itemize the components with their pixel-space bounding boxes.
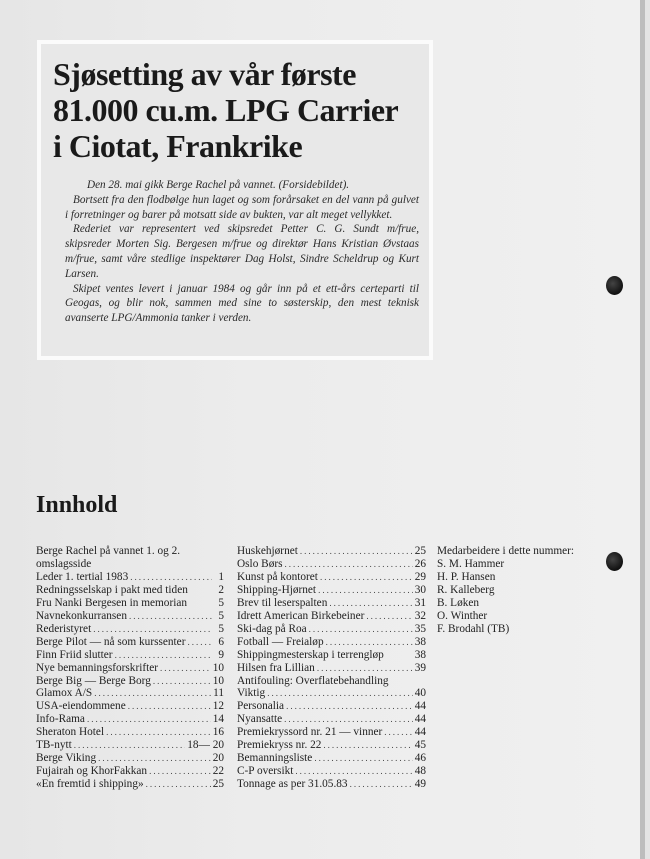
contents-entry bbox=[237, 726, 426, 739]
entry-page: 32 bbox=[414, 609, 426, 622]
contributors-column bbox=[437, 545, 597, 636]
contents-entry bbox=[237, 778, 426, 791]
entry-page: 46 bbox=[414, 752, 426, 765]
entry-page: 26 bbox=[414, 557, 426, 570]
contents-entry bbox=[237, 558, 426, 571]
entry-page: 5 bbox=[218, 609, 224, 622]
entry-title: Hilsen fra Lillian bbox=[237, 661, 315, 674]
leader-dots bbox=[146, 778, 211, 791]
entry-title: Premiekryssord nr. 21 — vinner bbox=[237, 726, 383, 739]
entry-title: Huskehjørnet bbox=[237, 545, 298, 557]
entry-page: 40 bbox=[414, 687, 426, 700]
contents-entry bbox=[237, 675, 426, 688]
entry-title: Kunst på kontoret bbox=[237, 570, 318, 583]
entry-title: Brev til leserspalten bbox=[237, 596, 328, 609]
entry-title: Fujairah og KhorFakkan bbox=[36, 765, 148, 778]
leader-dots bbox=[309, 623, 413, 636]
leader-dots bbox=[384, 726, 412, 739]
contents-entry bbox=[36, 545, 224, 558]
leader-dots bbox=[326, 636, 413, 649]
leader-dots bbox=[314, 752, 412, 765]
leader-dots bbox=[74, 739, 186, 752]
leader-dots bbox=[93, 623, 212, 636]
article-title-line: i Ciotat, Frankrike bbox=[53, 128, 303, 164]
entry-page: 22 bbox=[212, 765, 224, 778]
contents-entry bbox=[237, 649, 426, 662]
contents-column-2 bbox=[237, 545, 426, 791]
leader-dots bbox=[98, 752, 211, 765]
entry-title: Leder 1. tertial 1983 bbox=[36, 570, 129, 583]
entry-title: Fotball — Freialøp bbox=[237, 635, 324, 648]
page-edge bbox=[640, 0, 645, 859]
contents-entry bbox=[36, 649, 224, 662]
contents-entry bbox=[36, 571, 224, 584]
entry-title: Navnekonkurransen bbox=[36, 609, 127, 622]
entry-page: 44 bbox=[414, 700, 426, 713]
contents-entry bbox=[36, 765, 224, 778]
contents-entry bbox=[237, 713, 426, 726]
entry-page: 31 bbox=[414, 596, 426, 609]
entry-page: 2 bbox=[218, 583, 224, 596]
leader-dots bbox=[267, 687, 413, 700]
entry-page: 5 bbox=[218, 596, 224, 609]
entry-page: 45 bbox=[414, 739, 426, 752]
leader-dots bbox=[320, 571, 413, 584]
leader-dots bbox=[153, 675, 211, 688]
contents-heading: Innhold bbox=[36, 492, 118, 518]
entry-page: 25 bbox=[212, 778, 224, 791]
contributor-name: B. Løken bbox=[437, 596, 480, 609]
contents-entry bbox=[237, 636, 426, 649]
entry-page: 6 bbox=[218, 635, 224, 648]
entry-page: 18— 20 bbox=[187, 739, 224, 752]
leader-dots bbox=[130, 571, 212, 584]
contents-entry bbox=[237, 623, 426, 636]
entry-page: 5 bbox=[218, 622, 224, 635]
article-box bbox=[37, 40, 433, 360]
leader-dots bbox=[286, 700, 413, 713]
entry-title: Berge Big — Berge Borg bbox=[36, 674, 151, 687]
contents-entry bbox=[237, 662, 426, 675]
entry-page: 10 bbox=[212, 674, 224, 687]
leader-dots bbox=[128, 700, 211, 713]
leader-dots bbox=[187, 636, 212, 649]
article-title bbox=[53, 56, 425, 164]
contents-entry bbox=[36, 752, 224, 765]
entry-title: USA-eiendommene bbox=[36, 700, 126, 713]
entry-title: Sheraton Hotel bbox=[36, 726, 105, 739]
leader-dots bbox=[366, 610, 412, 623]
entry-page: 35 bbox=[414, 622, 426, 635]
article-body bbox=[65, 178, 419, 326]
contributor-name: O. Winther bbox=[437, 609, 488, 622]
contents-entry bbox=[36, 713, 224, 726]
leader-dots bbox=[149, 765, 211, 778]
entry-page: 39 bbox=[414, 661, 426, 674]
article-paragraph: Skipet ventes levert i januar 1984 og går inn på et ett-års certeparti til Geogas, og blir nok, sammen med sine to søsterskip, den mest teknisk avanserte LPG/Ammonia tanker i verden. bbox=[65, 282, 419, 325]
leader-dots bbox=[285, 558, 413, 571]
leader-dots bbox=[87, 713, 211, 726]
entry-title: Shippingmesterskap i terrengløp bbox=[237, 648, 384, 661]
entry-title: Rederistyret bbox=[36, 622, 92, 635]
leader-dots bbox=[295, 765, 412, 778]
leader-dots bbox=[323, 739, 412, 752]
entry-title: omslagsside bbox=[36, 557, 92, 570]
leader-dots bbox=[94, 687, 211, 700]
entry-page: 10 bbox=[212, 661, 224, 674]
article-title-line: 81.000 cu.m. LPG Carrier bbox=[53, 92, 399, 128]
contents-entry bbox=[36, 687, 224, 700]
entry-page: 48 bbox=[414, 765, 426, 778]
entry-title: Premiekryss nr. 22 bbox=[237, 739, 322, 752]
contents-entry bbox=[36, 662, 224, 675]
article-paragraph: Bortsett fra den flodbølge hun laget og som forårsaket en del vann på gulvet i forretninger og barer på motsatt side av bukten, var alt meget vellykket. bbox=[65, 193, 419, 221]
entry-page: 14 bbox=[212, 713, 224, 726]
entry-title: Berge Rachel på vannet 1. og 2. bbox=[36, 545, 181, 557]
contents-entry bbox=[36, 739, 224, 752]
contents-entry bbox=[36, 597, 224, 610]
entry-page: 44 bbox=[414, 726, 426, 739]
entry-page: 11 bbox=[213, 687, 224, 700]
contributors-heading: Medarbeidere i dette nummer: bbox=[437, 545, 575, 557]
entry-title: Redningsselskap i pakt med tiden bbox=[36, 583, 188, 596]
leader-dots bbox=[350, 778, 413, 791]
entry-page: 29 bbox=[414, 570, 426, 583]
contents-entry bbox=[237, 571, 426, 584]
contents-entry bbox=[237, 765, 426, 778]
contents-entry bbox=[237, 752, 426, 765]
contents-entry bbox=[36, 558, 224, 571]
contents-entry bbox=[36, 700, 224, 713]
contents-entry bbox=[36, 610, 224, 623]
contents-entry bbox=[36, 636, 224, 649]
entry-title: Finn Friid slutter bbox=[36, 648, 113, 661]
leader-dots bbox=[318, 584, 413, 597]
entry-title: TB-nytt bbox=[36, 739, 72, 752]
entry-title: «En fremtid i shipping» bbox=[36, 778, 144, 791]
entry-title: Antifouling: Overflatebehandling bbox=[237, 674, 389, 687]
contributor-name: H. P. Hansen bbox=[437, 570, 496, 583]
contents-entry bbox=[237, 545, 426, 558]
entry-title: Idrett American Birkebeiner bbox=[237, 609, 365, 622]
contents-entry bbox=[237, 687, 426, 700]
binder-hole bbox=[606, 552, 623, 571]
article-title-line: Sjøsetting av vår første bbox=[53, 56, 356, 92]
entry-title: Berge Viking bbox=[36, 752, 97, 765]
contents-entry bbox=[237, 584, 426, 597]
contents-entry bbox=[237, 739, 426, 752]
contents-entry bbox=[237, 597, 426, 610]
leader-dots bbox=[129, 610, 212, 623]
entry-title: Bemanningsliste bbox=[237, 752, 313, 765]
contents-column-1 bbox=[36, 545, 224, 791]
entry-page: 25 bbox=[414, 545, 426, 557]
entry-title: Shipping-Hjørnet bbox=[237, 583, 317, 596]
entry-page: 49 bbox=[414, 778, 426, 791]
leader-dots bbox=[317, 662, 413, 675]
article-paragraph: Rederiet var representert ved skipsredet Petter C. G. Sundt m/frue, skipsreder Morten Sig. Bergesen m/frue og direktør Hans Kristian Øvstaas m/frue, samt våre stedlige inspektører Dag Holst, Sindre Scheldrup og Kurt Larsen. bbox=[65, 223, 419, 280]
contents-entry bbox=[237, 700, 426, 713]
entry-title: Nyansatte bbox=[237, 713, 283, 726]
contents-entry bbox=[237, 610, 426, 623]
entry-page: 44 bbox=[414, 713, 426, 726]
entry-title: Viktig bbox=[237, 687, 266, 700]
entry-page: 16 bbox=[212, 726, 224, 739]
leader-dots bbox=[284, 713, 413, 726]
entry-title: Info-Rama bbox=[36, 713, 85, 726]
contributor-name: F. Brodahl (TB) bbox=[437, 622, 510, 635]
leader-dots bbox=[300, 545, 413, 558]
entry-title: Oslo Børs bbox=[237, 557, 283, 570]
entry-page: 12 bbox=[212, 700, 224, 713]
binder-hole bbox=[606, 276, 623, 295]
contents-entry bbox=[36, 778, 224, 791]
entry-page: 38 bbox=[414, 648, 426, 661]
entry-title: C-P oversikt bbox=[237, 765, 294, 778]
entry-page: 1 bbox=[218, 570, 224, 583]
entry-page: 9 bbox=[218, 648, 224, 661]
leader-dots bbox=[160, 662, 211, 675]
contents-entry bbox=[36, 675, 224, 688]
contents-entry bbox=[36, 584, 224, 597]
entry-title: Tonnage as per 31.05.83 bbox=[237, 778, 348, 791]
entry-title: Ski-dag på Roa bbox=[237, 622, 307, 635]
entry-title: Glamox A/S bbox=[36, 687, 93, 700]
contents-entry bbox=[36, 623, 224, 636]
entry-title: Berge Pilot — nå som kurssenter bbox=[36, 635, 186, 648]
leader-dots bbox=[106, 726, 211, 739]
article-paragraph: Den 28. mai gikk Berge Rachel på vannet. (Forsidebildet). bbox=[87, 179, 350, 191]
leader-dots bbox=[115, 649, 212, 662]
entry-page: 20 bbox=[212, 752, 224, 765]
entry-title: Fru Nanki Bergesen in memorian bbox=[36, 596, 188, 609]
entry-title: Personalia bbox=[237, 700, 285, 713]
contributor-name: S. M. Hammer bbox=[437, 557, 505, 570]
contributor-name: R. Kalleberg bbox=[437, 583, 495, 596]
leader-dots bbox=[329, 597, 412, 610]
contents-entry bbox=[36, 726, 224, 739]
entry-page: 38 bbox=[414, 635, 426, 648]
entry-page: 30 bbox=[414, 583, 426, 596]
entry-title: Nye bemanningsforskrifter bbox=[36, 661, 159, 674]
